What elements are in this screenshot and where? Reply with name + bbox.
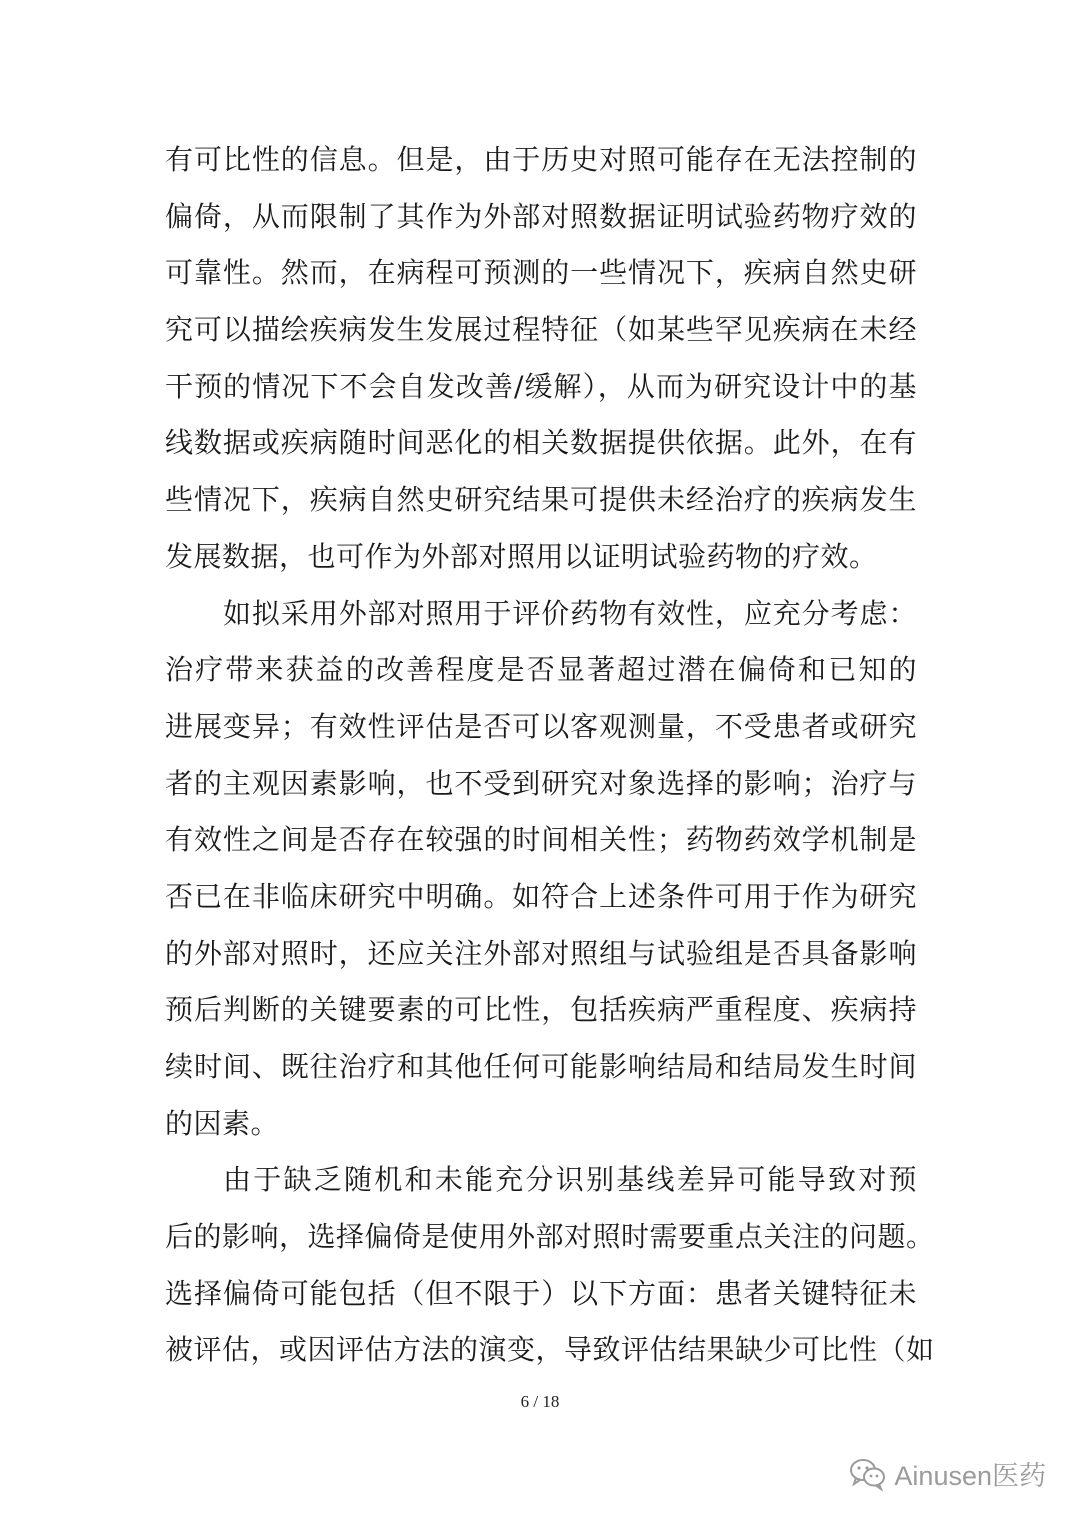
text-line: 预后判断的关键要素的可比性，包括疾病严重程度、疾病持 xyxy=(165,993,917,1027)
text-line: 发展数据，也可作为外部对照用以证明试验药物的疗效。 xyxy=(165,539,878,573)
text-line: 如拟采用外部对照用于评价药物有效性，应充分考虑： xyxy=(223,596,917,630)
page-number: 6 / 18 xyxy=(520,1392,560,1411)
watermark xyxy=(848,1454,1046,1493)
text-line: 由于缺乏随机和未能充分识别基线差异可能导致对预 xyxy=(223,1163,917,1197)
text-line: 选择偏倚可能包括（但不限于）以下方面：患者关键特征未 xyxy=(165,1276,917,1310)
watermark-text: Ainusen医药 xyxy=(894,1461,1046,1491)
text-line: 偏倚，从而限制了其作为外部对照数据证明试验药物疗效的 xyxy=(165,199,917,233)
text-line: 有效性之间是否存在较强的时间相关性；药物药效学机制是 xyxy=(165,823,917,857)
text-line: 的外部对照时，还应关注外部对照组与试验组是否具备影响 xyxy=(165,936,917,970)
text-line: 者的主观因素影响，也不受到研究对象选择的影响；治疗与 xyxy=(165,766,917,800)
text-line: 否已在非临床研究中明确。如符合上述条件可用于作为研究 xyxy=(165,879,917,913)
text-line: 究可以描绘疾病发生发展过程特征（如某些罕见疾病在未经 xyxy=(165,313,917,347)
text-line: 有可比性的信息。但是，由于历史对照可能存在无法控制的 xyxy=(165,143,917,176)
wechat-icon xyxy=(848,1456,888,1492)
text-line: 线数据或疾病随时间恶化的相关数据提供依据。此外，在有 xyxy=(165,426,917,460)
text-line: 被评估，或因评估方法的演变，导致评估结果缺少可比性（如 xyxy=(165,1333,935,1367)
text-line: 治疗带来获益的改善程度是否显著超过潜在偏倚和已知的 xyxy=(165,653,917,687)
text-line: 些情况下，疾病自然史研究结果可提供未经治疗的疾病发生 xyxy=(165,483,917,517)
text-line: 可靠性。然而，在病程可预测的一些情况下，疾病自然史研 xyxy=(165,256,917,290)
text-line: 后的影响，选择偏倚是使用外部对照时需要重点关注的问题。 xyxy=(165,1220,935,1254)
text-line: 的因素。 xyxy=(165,1106,280,1140)
text-line: 续时间、既往治疗和其他任何可能影响结局和结局发生时间 xyxy=(165,1050,917,1083)
text-line: 进展变异；有效性评估是否可以客观测量，不受患者或研究 xyxy=(165,709,917,743)
text-line: 干预的情况下不会自发改善/缓解），从而为研究设计中的基 xyxy=(165,369,917,403)
body-text xyxy=(165,132,935,1379)
